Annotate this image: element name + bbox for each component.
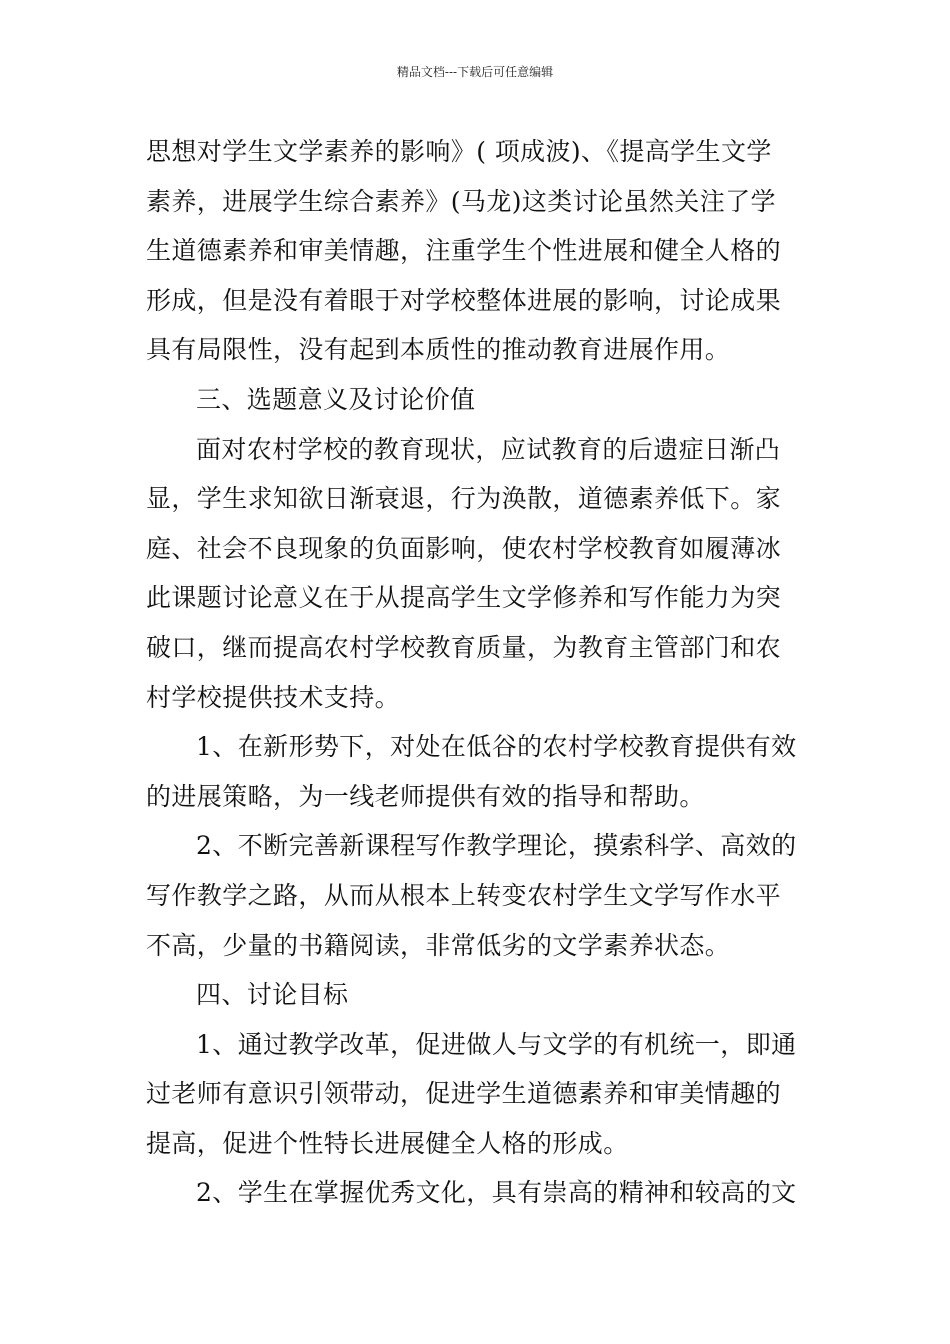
text-line: 2、学生在掌握优秀文化，具有崇高的精神和较高的文 [196,1178,797,1208]
text-line: 四、讨论目标 [196,980,349,1010]
page-header: 精品文档---下载后可任意编辑 [396,65,554,79]
text-line: 三、选题意义及讨论价值 [196,384,476,414]
text-line: 生道德素养和审美情趣，注重学生个性进展和健全人格的 [146,236,782,266]
text-line: 1、在新形势下，对处在低谷的农村学校教育提供有效 [196,732,797,762]
document-body [146,127,804,1218]
text-line: 村学校提供技术支持。 [146,682,401,712]
text-line: 的进展策略，为一线老师提供有效的指导和帮助。 [146,781,705,811]
text-line: 具有局限性，没有起到本质性的推动教育进展作用。 [146,335,731,365]
text-line: 提高，促进个性特长进展健全人格的形成。 [146,1128,629,1158]
text-line: 此课题讨论意义在于从提高学生文学修养和写作能力为突 [146,583,782,613]
text-line: 面对农村学校的教育现状，应试教育的后遗症日渐凸 [196,434,781,464]
text-line: 不高，少量的书籍阅读，非常低劣的文学素养状态。 [146,930,731,960]
text-line: 破口，继而提高农村学校教育质量，为教育主管部门和农 [146,632,782,662]
text-line: 思想对学生文学素养的影响》( 项成波)、《提高学生文学 [146,137,772,166]
text-line: 素养，进展学生综合素养》(马龙)这类讨论虽然关注了学 [146,186,776,216]
text-line: 2、不断完善新课程写作教学理论，摸索科学、高效的 [196,831,797,861]
text-line: 写作教学之路，从而从根本上转变农村学生文学写作水平 [146,880,782,910]
text-line: 过老师有意识引领带动，促进学生道德素养和审美情趣的 [146,1079,782,1109]
text-line: 1、通过教学改革，促进做人与文学的有机统一，即通 [196,1029,797,1059]
text-line: 庭、社会不良现象的负面影响，使农村学校教育如履薄冰 [146,533,782,563]
text-line: 显，学生求知欲日渐衰退，行为涣散，道德素养低下。家 [146,484,782,514]
text-line: 形成，但是没有着眼于对学校整体进展的影响，讨论成果 [146,285,782,315]
